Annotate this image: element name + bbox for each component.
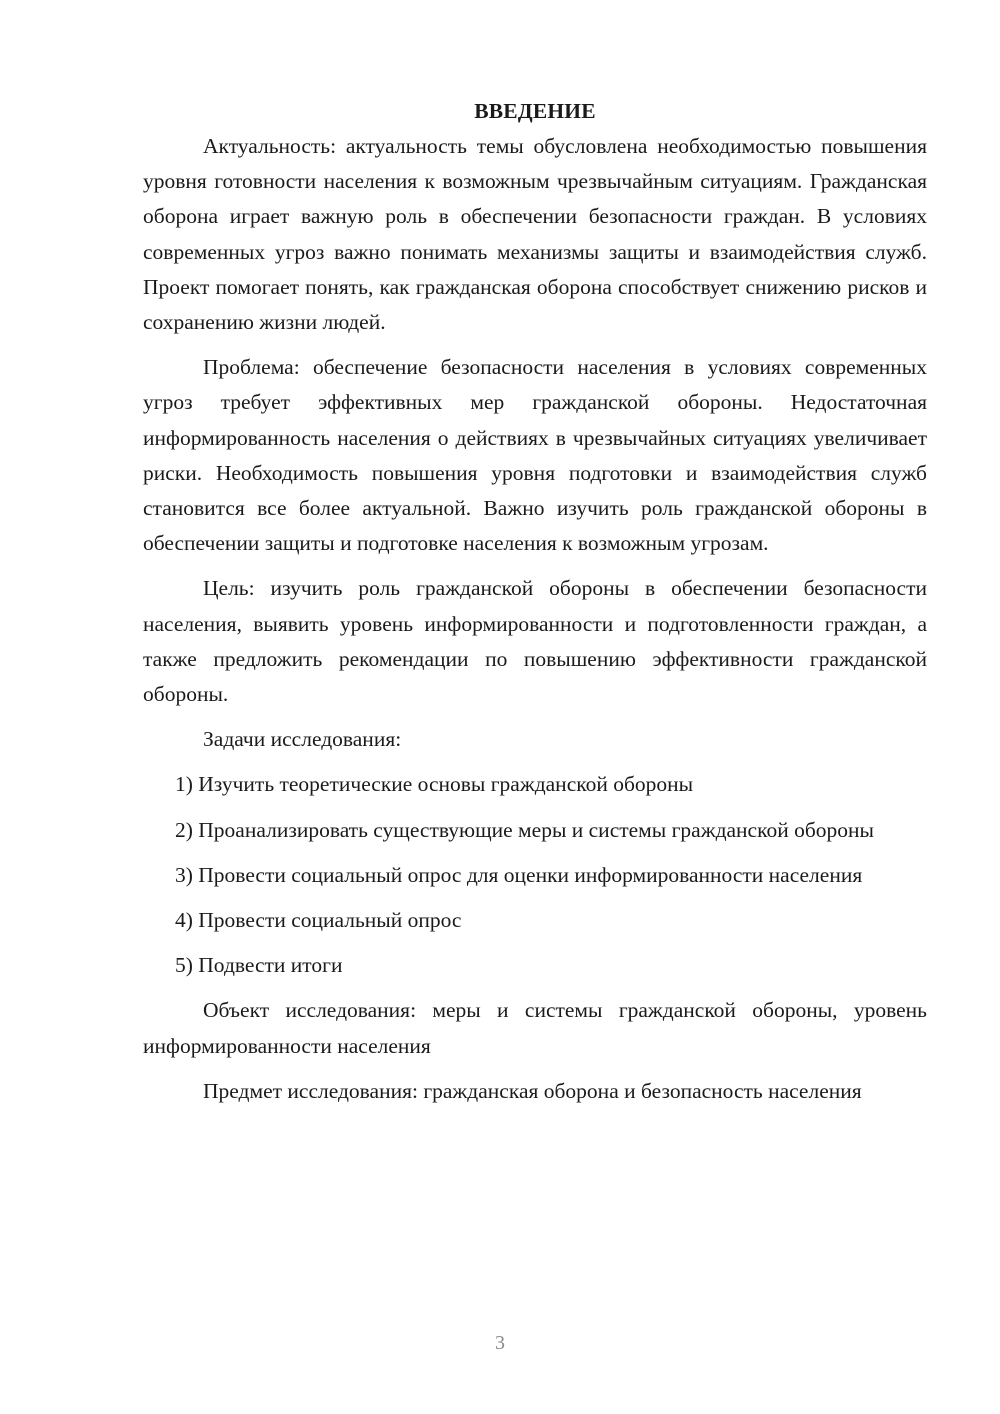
task-item-5: 5) Подвести итоги — [175, 953, 343, 978]
task-item-3: 3) Провести социальный опрос для оценки информированности населения — [175, 862, 863, 887]
paragraph-relevance: Актуальность: актуальность темы обусловлена необходимостью повышения уровня готовности населения к возможным чрезвычайным ситуациям. Гражданская оборона играет важную роль в обеспечении безопасности граждан. В условиях современных угроз важно понимать механизмы защиты и взаимодействия служб. Проект помогает понять, как гражданская оборона способствует снижению рисков и сохранению жизни людей. — [143, 134, 927, 335]
paragraph-problem: Проблема: обеспечение безопасности населения в условиях современных угроз требует эффективных мер гражданской обороны. Недостаточная информированность населения о действиях в чрезвычайных ситуациях увеличивает риски. Необходимость повышения уровня подготовки и взаимодействия служб становится все более актуальной. Важно изучить роль гражданской обороны в обеспечении защиты и подготовке населения к возможным угрозам. — [143, 355, 927, 556]
task-item-4: 4) Провести социальный опрос — [175, 908, 462, 933]
page-number: 3 — [495, 1332, 505, 1354]
paragraph-object: Объект исследования: меры и системы гражданской обороны, уровень информированности населения — [143, 998, 927, 1058]
task-item-2: 2) Проанализировать существующие меры и системы гражданской обороны — [175, 817, 874, 842]
paragraph-goal: Цель: изучить роль гражданской обороны в обеспечении безопасности населения, выявить уровень информированности и подготовленности граждан, а также предложить рекомендации по повышению эффективности гражданской обороны. — [143, 576, 927, 707]
tasks-heading: Задачи исследования: — [203, 727, 402, 752]
section-title: ВВЕДЕНИЕ — [474, 99, 596, 123]
task-item-1: 1) Изучить теоретические основы гражданской обороны — [175, 772, 694, 797]
document-page — [143, 94, 927, 1119]
paragraph-subject: Предмет исследования: гражданская оборона и безопасность населения — [203, 1078, 862, 1103]
